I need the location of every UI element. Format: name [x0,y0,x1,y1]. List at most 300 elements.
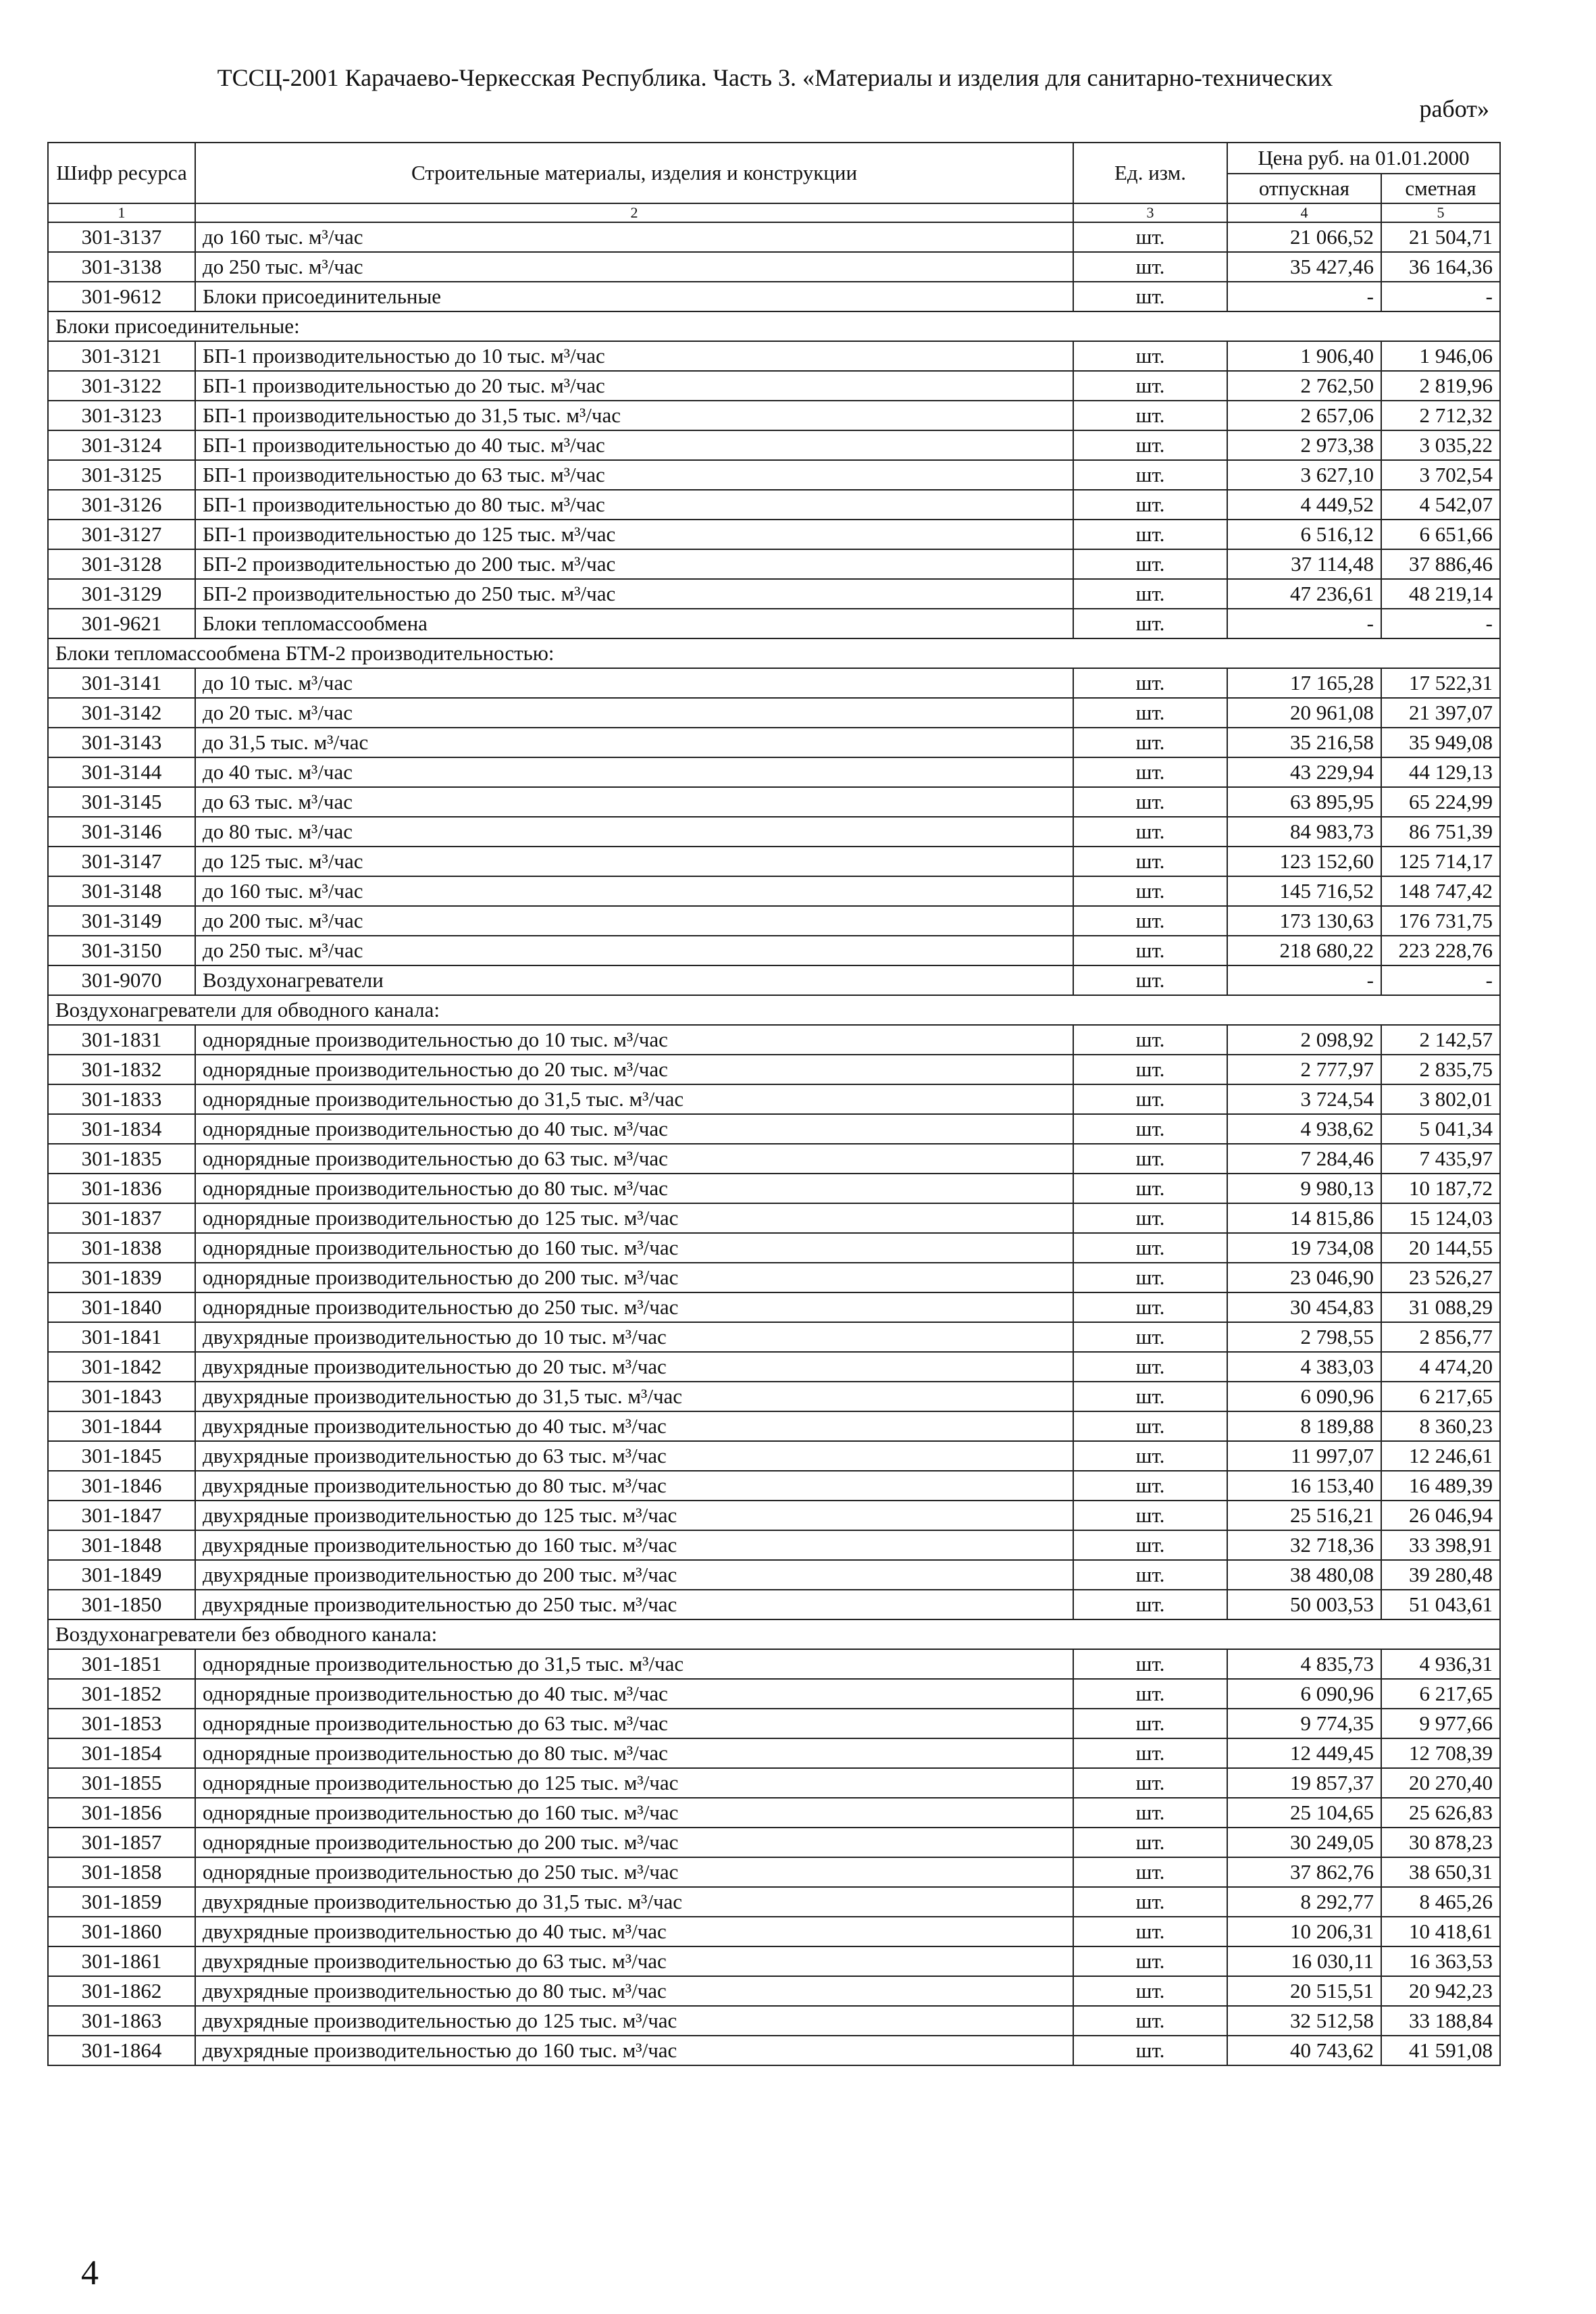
resource-code: 301-1864 [48,2036,195,2065]
release-price: 2 762,50 [1227,371,1381,401]
resource-code: 301-1844 [48,1411,195,1441]
release-price: - [1227,609,1381,638]
estimate-price: 41 591,08 [1381,2036,1500,2065]
unit-of-measure: шт. [1073,1352,1227,1382]
column-number: 5 [1381,203,1500,222]
table-row [48,1887,1500,1917]
material-name: до 10 тыс. м³/час [195,668,1073,698]
material-name: БП-1 производительностью до 80 тыс. м³/час [195,490,1073,520]
unit-of-measure: шт. [1073,490,1227,520]
unit-of-measure: шт. [1073,1649,1227,1679]
release-price: 4 449,52 [1227,490,1381,520]
material-name: однорядные производительностью до 250 тыс. м³/час [195,1857,1073,1887]
material-name: до 160 тыс. м³/час [195,876,1073,906]
estimate-price: 12 246,61 [1381,1441,1500,1471]
unit-of-measure: шт. [1073,1709,1227,1738]
resource-code: 301-1842 [48,1352,195,1382]
material-name: до 20 тыс. м³/час [195,698,1073,728]
release-price: 30 249,05 [1227,1828,1381,1857]
resource-code: 301-1857 [48,1828,195,1857]
table-row [48,430,1500,460]
material-name: двухрядные производительностью до 20 тыс. м³/час [195,1352,1073,1382]
table-row [48,401,1500,430]
unit-of-measure: шт. [1073,1976,1227,2006]
table-row [48,222,1500,252]
title-line-1: ТССЦ-2001 Карачаево-Черкесская Республика. Часть 3. «Материалы и изделия для санитарно-технических [217,64,1333,91]
resource-code: 301-9070 [48,965,195,995]
document-title [61,62,1489,124]
release-price: 2 098,92 [1227,1025,1381,1055]
material-name: однорядные производительностью до 31,5 тыс. м³/час [195,1649,1073,1679]
column-number: 2 [195,203,1073,222]
resource-code: 301-1855 [48,1768,195,1798]
table-row [48,341,1500,371]
release-price: 4 835,73 [1227,1649,1381,1679]
release-price: 145 716,52 [1227,876,1381,906]
resource-code: 301-3123 [48,401,195,430]
release-price: 35 216,58 [1227,728,1381,757]
resource-code: 301-3142 [48,698,195,728]
estimate-price: 148 747,42 [1381,876,1500,906]
column-number: 4 [1227,203,1381,222]
estimate-price: 30 878,23 [1381,1828,1500,1857]
estimate-price: 20 144,55 [1381,1233,1500,1263]
release-price: 17 165,28 [1227,668,1381,698]
material-name: однорядные производительностью до 40 тыс. м³/час [195,1679,1073,1709]
estimate-price: 17 522,31 [1381,668,1500,698]
resource-code: 301-1837 [48,1203,195,1233]
unit-of-measure: шт. [1073,1055,1227,1084]
estimate-price: 39 280,48 [1381,1560,1500,1590]
estimate-price: 7 435,97 [1381,1144,1500,1174]
unit-of-measure: шт. [1073,2036,1227,2065]
unit-of-measure: шт. [1073,1530,1227,1560]
table-row [48,579,1500,609]
unit-of-measure: шт. [1073,1798,1227,1828]
material-name: двухрядные производительностью до 80 тыс. м³/час [195,1471,1073,1501]
estimate-price: 33 188,84 [1381,2006,1500,2036]
release-price: 40 743,62 [1227,2036,1381,2065]
resource-code: 301-3147 [48,847,195,876]
resource-code: 301-3138 [48,252,195,282]
table-row [48,906,1500,936]
header-code: Шифр ресурса [48,143,195,203]
unit-of-measure: шт. [1073,817,1227,847]
table-row [48,1084,1500,1114]
resource-code: 301-1856 [48,1798,195,1828]
material-name: однорядные производительностью до 200 тыс. м³/час [195,1263,1073,1292]
material-name: однорядные производительностью до 63 тыс. м³/час [195,1709,1073,1738]
release-price: 2 657,06 [1227,401,1381,430]
release-price: 2 777,97 [1227,1055,1381,1084]
unit-of-measure: шт. [1073,1025,1227,1055]
unit-of-measure: шт. [1073,1322,1227,1352]
resource-code: 301-3122 [48,371,195,401]
material-name: Воздухонагреватели [195,965,1073,995]
release-price: 21 066,52 [1227,222,1381,252]
table-row [48,1441,1500,1471]
release-price: 11 997,07 [1227,1441,1381,1471]
release-price: - [1227,965,1381,995]
release-price: 173 130,63 [1227,906,1381,936]
estimate-price: 5 041,34 [1381,1114,1500,1144]
estimate-price: 6 651,66 [1381,520,1500,549]
table-row [48,668,1500,698]
estimate-price: 86 751,39 [1381,817,1500,847]
estimate-price: 2 712,32 [1381,401,1500,430]
material-name: до 200 тыс. м³/час [195,906,1073,936]
resource-code: 301-1846 [48,1471,195,1501]
resource-code: 301-1862 [48,1976,195,2006]
release-price: 123 152,60 [1227,847,1381,876]
estimate-price: 2 856,77 [1381,1322,1500,1352]
header-name: Строительные материалы, изделия и конструкции [195,143,1073,203]
estimate-price: 12 708,39 [1381,1738,1500,1768]
estimate-price: - [1381,965,1500,995]
material-name: до 31,5 тыс. м³/час [195,728,1073,757]
material-name: однорядные производительностью до 125 тыс. м³/час [195,1203,1073,1233]
estimate-price: 1 946,06 [1381,341,1500,371]
material-name: двухрядные производительностью до 160 тыс. м³/час [195,2036,1073,2065]
resource-code: 301-3126 [48,490,195,520]
material-name: однорядные производительностью до 250 тыс. м³/час [195,1292,1073,1322]
material-name: однорядные производительностью до 80 тыс. м³/час [195,1174,1073,1203]
material-name: БП-1 производительностью до 31,5 тыс. м³/час [195,401,1073,430]
material-name: Блоки тепломассообмена [195,609,1073,638]
resource-code: 301-1858 [48,1857,195,1887]
resource-code: 301-3146 [48,817,195,847]
header-unit: Ед. изм. [1073,143,1227,203]
release-price: 9 980,13 [1227,1174,1381,1203]
table-row [48,1946,1500,1976]
material-name: БП-1 производительностью до 63 тыс. м³/час [195,460,1073,490]
estimate-price: 10 418,61 [1381,1917,1500,1946]
estimate-price: 26 046,94 [1381,1501,1500,1530]
estimate-price: 3 802,01 [1381,1084,1500,1114]
resource-code: 301-1835 [48,1144,195,1174]
resource-code: 301-3121 [48,341,195,371]
resource-code: 301-1834 [48,1114,195,1144]
table-row [48,1857,1500,1887]
release-price: 37 862,76 [1227,1857,1381,1887]
resource-code: 301-1836 [48,1174,195,1203]
table-row [48,817,1500,847]
table-row [48,1322,1500,1352]
resource-code: 301-1840 [48,1292,195,1322]
material-name: до 125 тыс. м³/час [195,847,1073,876]
resource-code: 301-3149 [48,906,195,936]
release-price: 19 857,37 [1227,1768,1381,1798]
section-heading-row [48,638,1500,668]
unit-of-measure: шт. [1073,1887,1227,1917]
release-price: 32 512,58 [1227,2006,1381,2036]
resource-code: 301-3143 [48,728,195,757]
table-row [48,1709,1500,1738]
material-name: двухрядные производительностью до 63 тыс. м³/час [195,1946,1073,1976]
estimate-price: 16 363,53 [1381,1946,1500,1976]
estimate-price: 223 228,76 [1381,936,1500,965]
material-name: двухрядные производительностью до 10 тыс. м³/час [195,1322,1073,1352]
material-name: однорядные производительностью до 63 тыс. м³/час [195,1144,1073,1174]
unit-of-measure: шт. [1073,1471,1227,1501]
table-row [48,2006,1500,2036]
material-name: однорядные производительностью до 31,5 тыс. м³/час [195,1084,1073,1114]
unit-of-measure: шт. [1073,1292,1227,1322]
material-name: БП-1 производительностью до 125 тыс. м³/час [195,520,1073,549]
material-name: до 40 тыс. м³/час [195,757,1073,787]
estimate-price: 65 224,99 [1381,787,1500,817]
material-name: двухрядные производительностью до 31,5 тыс. м³/час [195,1887,1073,1917]
material-name: Блоки присоединительные [195,282,1073,311]
unit-of-measure: шт. [1073,1917,1227,1946]
unit-of-measure: шт. [1073,698,1227,728]
material-name: двухрядные производительностью до 31,5 тыс. м³/час [195,1382,1073,1411]
table-row [48,520,1500,549]
resource-code: 301-1854 [48,1738,195,1768]
unit-of-measure: шт. [1073,787,1227,817]
resource-code: 301-1863 [48,2006,195,2036]
table-row [48,1679,1500,1709]
release-price: 20 515,51 [1227,1976,1381,2006]
table-row [48,1025,1500,1055]
release-price: 8 292,77 [1227,1887,1381,1917]
resource-code: 301-3137 [48,222,195,252]
table-row [48,1768,1500,1798]
release-price: 12 449,45 [1227,1738,1381,1768]
estimate-price: 48 219,14 [1381,579,1500,609]
material-name: однорядные производительностью до 160 тыс. м³/час [195,1233,1073,1263]
unit-of-measure: шт. [1073,579,1227,609]
table-row [48,1174,1500,1203]
estimate-price: 20 270,40 [1381,1768,1500,1798]
table-row [48,1738,1500,1768]
table-row [48,1263,1500,1292]
release-price: 6 090,96 [1227,1382,1381,1411]
release-price: 14 815,86 [1227,1203,1381,1233]
material-name: однорядные производительностью до 80 тыс. м³/час [195,1738,1073,1768]
unit-of-measure: шт. [1073,282,1227,311]
unit-of-measure: шт. [1073,757,1227,787]
estimate-price: 37 886,46 [1381,549,1500,579]
estimate-price: 21 397,07 [1381,698,1500,728]
material-name: однорядные производительностью до 40 тыс. м³/час [195,1114,1073,1144]
page-number: 4 [81,2254,99,2292]
unit-of-measure: шт. [1073,1946,1227,1976]
unit-of-measure: шт. [1073,1174,1227,1203]
section-heading-row [48,995,1500,1025]
resource-code: 301-1838 [48,1233,195,1263]
header-price: Цена руб. на 01.01.2000 [1227,143,1500,174]
estimate-price: 4 936,31 [1381,1649,1500,1679]
resource-code: 301-1852 [48,1679,195,1709]
release-price: 32 718,36 [1227,1530,1381,1560]
estimate-price: 25 626,83 [1381,1798,1500,1828]
resource-code: 301-3144 [48,757,195,787]
estimate-price: 6 217,65 [1381,1382,1500,1411]
estimate-price: 4 542,07 [1381,490,1500,520]
table-row [48,1798,1500,1828]
release-price: 3 724,54 [1227,1084,1381,1114]
table-row [48,1114,1500,1144]
resource-code: 301-3150 [48,936,195,965]
table-row [48,1501,1500,1530]
unit-of-measure: шт. [1073,222,1227,252]
table-row [48,876,1500,906]
table-row [48,1590,1500,1619]
estimate-price: 35 949,08 [1381,728,1500,757]
release-price: 218 680,22 [1227,936,1381,965]
material-name: БП-2 производительностью до 200 тыс. м³/час [195,549,1073,579]
unit-of-measure: шт. [1073,609,1227,638]
estimate-price: - [1381,609,1500,638]
section-heading: Воздухонагреватели для обводного канала: [48,995,1500,1025]
unit-of-measure: шт. [1073,1590,1227,1619]
estimate-price: 10 187,72 [1381,1174,1500,1203]
group-row [48,282,1500,311]
unit-of-measure: шт. [1073,1828,1227,1857]
table-row [48,1203,1500,1233]
estimate-price: 31 088,29 [1381,1292,1500,1322]
material-name: до 160 тыс. м³/час [195,222,1073,252]
table-row [48,936,1500,965]
material-name: двухрядные производительностью до 200 тыс. м³/час [195,1560,1073,1590]
resource-code: 301-1845 [48,1441,195,1471]
unit-of-measure: шт. [1073,1382,1227,1411]
material-name: однорядные производительностью до 10 тыс. м³/час [195,1025,1073,1055]
estimate-price: - [1381,282,1500,311]
estimate-price: 8 465,26 [1381,1887,1500,1917]
material-name: БП-1 производительностью до 20 тыс. м³/час [195,371,1073,401]
resource-code: 301-3128 [48,549,195,579]
material-name: двухрядные производительностью до 160 тыс. м³/час [195,1530,1073,1560]
estimate-price: 23 526,27 [1381,1263,1500,1292]
release-price: 43 229,94 [1227,757,1381,787]
unit-of-measure: шт. [1073,1233,1227,1263]
table-row [48,698,1500,728]
estimate-price: 6 217,65 [1381,1679,1500,1709]
release-price: 47 236,61 [1227,579,1381,609]
material-name: двухрядные производительностью до 40 тыс. м³/час [195,1917,1073,1946]
unit-of-measure: шт. [1073,876,1227,906]
unit-of-measure: шт. [1073,1738,1227,1768]
release-price: 6 516,12 [1227,520,1381,549]
unit-of-measure: шт. [1073,1768,1227,1798]
unit-of-measure: шт. [1073,341,1227,371]
unit-of-measure: шт. [1073,1114,1227,1144]
material-name: до 63 тыс. м³/час [195,787,1073,817]
resource-code: 301-1849 [48,1560,195,1590]
release-price: 4 938,62 [1227,1114,1381,1144]
group-row [48,609,1500,638]
release-price: 4 383,03 [1227,1352,1381,1382]
material-name: до 250 тыс. м³/час [195,936,1073,965]
release-price: 25 516,21 [1227,1501,1381,1530]
unit-of-measure: шт. [1073,549,1227,579]
table-row [48,1976,1500,2006]
resource-code: 301-1851 [48,1649,195,1679]
release-price: 7 284,46 [1227,1144,1381,1174]
resource-code: 301-3148 [48,876,195,906]
material-name: двухрядные производительностью до 80 тыс. м³/час [195,1976,1073,2006]
unit-of-measure: шт. [1073,728,1227,757]
resource-code: 301-1848 [48,1530,195,1560]
resource-code: 301-3125 [48,460,195,490]
release-price: 37 114,48 [1227,549,1381,579]
header-estimate-price: сметная [1381,174,1500,203]
release-price: 2 973,38 [1227,430,1381,460]
estimate-price: 2 819,96 [1381,371,1500,401]
table-body [48,222,1500,2065]
unit-of-measure: шт. [1073,1084,1227,1114]
unit-of-measure: шт. [1073,1263,1227,1292]
material-name: однорядные производительностью до 200 тыс. м³/час [195,1828,1073,1857]
estimate-price: 44 129,13 [1381,757,1500,787]
release-price: 6 090,96 [1227,1679,1381,1709]
table-row [48,1411,1500,1441]
material-name: БП-1 производительностью до 40 тыс. м³/час [195,430,1073,460]
table-row [48,1352,1500,1382]
release-price: 50 003,53 [1227,1590,1381,1619]
release-price: 30 454,83 [1227,1292,1381,1322]
unit-of-measure: шт. [1073,1679,1227,1709]
table-row [48,252,1500,282]
unit-of-measure: шт. [1073,401,1227,430]
material-name: однорядные производительностью до 160 тыс. м³/час [195,1798,1073,1828]
unit-of-measure: шт. [1073,252,1227,282]
release-price: 1 906,40 [1227,341,1381,371]
resource-code: 301-9621 [48,609,195,638]
release-price: 20 961,08 [1227,698,1381,728]
table-row [48,1560,1500,1590]
material-name: до 250 тыс. м³/час [195,252,1073,282]
resource-code: 301-1832 [48,1055,195,1084]
group-row [48,965,1500,995]
estimate-price: 16 489,39 [1381,1471,1500,1501]
material-name: двухрядные производительностью до 250 тыс. м³/час [195,1590,1073,1619]
unit-of-measure: шт. [1073,2006,1227,2036]
resource-code: 301-3141 [48,668,195,698]
table-row [48,549,1500,579]
section-heading-row [48,311,1500,341]
material-name: двухрядные производительностью до 125 тыс. м³/час [195,2006,1073,2036]
estimate-price: 38 650,31 [1381,1857,1500,1887]
material-name: однорядные производительностью до 20 тыс. м³/час [195,1055,1073,1084]
section-heading: Блоки тепломассообмена БТМ-2 производительностью: [48,638,1500,668]
material-name: БП-1 производительностью до 10 тыс. м³/час [195,341,1073,371]
material-name: двухрядные производительностью до 40 тыс. м³/час [195,1411,1073,1441]
resource-code: 301-3127 [48,520,195,549]
table-row [48,371,1500,401]
column-number: 3 [1073,203,1227,222]
unit-of-measure: шт. [1073,460,1227,490]
release-price: 2 798,55 [1227,1322,1381,1352]
material-name: двухрядные производительностью до 125 тыс. м³/час [195,1501,1073,1530]
estimate-price: 3 035,22 [1381,430,1500,460]
unit-of-measure: шт. [1073,906,1227,936]
table-row [48,1055,1500,1084]
estimate-price: 20 942,23 [1381,1976,1500,2006]
release-price: 10 206,31 [1227,1917,1381,1946]
material-name: БП-2 производительностью до 250 тыс. м³/час [195,579,1073,609]
table-row [48,1382,1500,1411]
table-row [48,1144,1500,1174]
table-row [48,490,1500,520]
release-price: 84 983,73 [1227,817,1381,847]
resource-code: 301-3145 [48,787,195,817]
release-price: 16 030,11 [1227,1946,1381,1976]
release-price: 19 734,08 [1227,1233,1381,1263]
estimate-price: 125 714,17 [1381,847,1500,876]
